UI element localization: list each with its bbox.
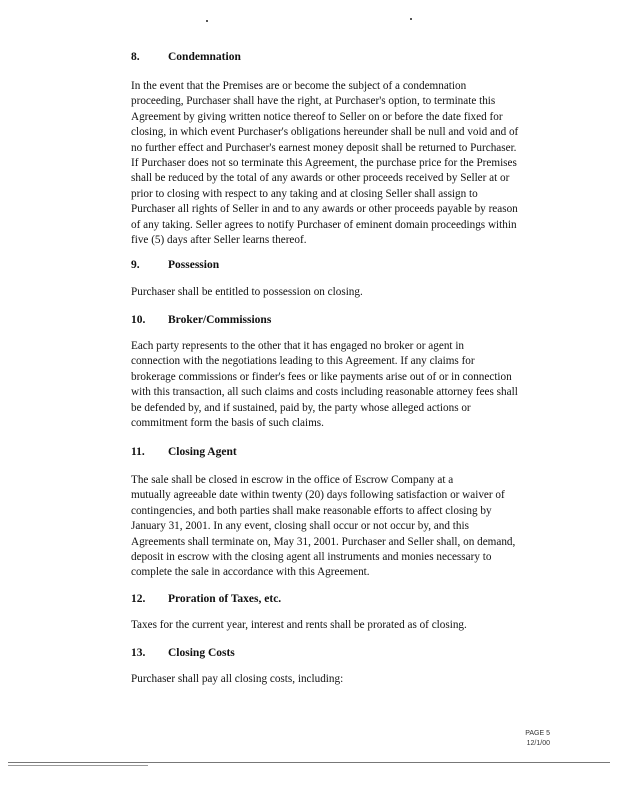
revision-date: 12/1/00 (526, 740, 550, 747)
paragraph-line: Agreement by giving written notice thereof to Seller on or before the date fixed for (131, 110, 503, 123)
paragraph-line: deposit in escrow with the closing agent all instruments and monies necessary to (131, 551, 492, 564)
paragraph-line: brokerage commissions or finder's fees or like payments arise out of or in connection (131, 370, 512, 383)
section-paragraph: Purchaser shall be entitled to possession on closing. (131, 286, 363, 298)
section-number: 11. (131, 446, 145, 458)
section-paragraph: Purchaser shall pay all closing costs, including: (131, 673, 344, 685)
section-title: Broker/Commissions (168, 314, 272, 326)
section-title: Proration of Taxes, etc. (168, 593, 282, 605)
paragraph-line: connection with the negotiations leading to this Agreement. If any claims for (131, 355, 475, 368)
bottom-rule (8, 762, 610, 763)
paragraph-line: Agreements shall terminate on, May 31, 2001. Purchaser and Seller shall, on demand, (131, 535, 516, 548)
section-number: 8. (131, 51, 140, 63)
paragraph-line: complete the sale in accordance with this Agreement. (131, 566, 370, 579)
bottom-rule-short (8, 765, 148, 766)
paragraph-line: Each party represents to the other that it has engaged no broker or agent in (131, 340, 465, 352)
paragraph-line: mutually agreeable date within twenty (20) days following satisfaction or waiver of (131, 489, 505, 502)
paragraph-line: prior to closing with respect to any taking and at closing Seller shall assign to (131, 187, 478, 200)
section-title: Possession (168, 259, 220, 271)
paragraph-line: If Purchaser does not so terminate this Agreement, the purchase price for the Premises (131, 157, 517, 170)
section-number: 13. (131, 647, 146, 659)
scan-speck (206, 20, 208, 22)
paragraph-line: closing, in which event Purchaser's obligations hereunder shall be null and void and of (131, 126, 519, 139)
paragraph-line: shall be reduced by the total of any awards or other proceeds received by Seller at or (131, 172, 510, 185)
scan-speck (410, 18, 412, 20)
section-paragraph (131, 339, 531, 431)
section-title: Closing Costs (168, 647, 235, 659)
section-paragraph (131, 473, 531, 581)
paragraph-line: be defended by, and if sustained, paid by, the party whose alleged actions or (131, 401, 471, 414)
section-title: Condemnation (168, 51, 241, 63)
paragraph-line: of any taking. Seller agrees to notify Purchaser of eminent domain proceedings within (131, 218, 517, 231)
section-number: 9. (131, 259, 140, 271)
section-number: 10. (131, 314, 146, 326)
page-footer (525, 729, 550, 749)
section-paragraph: Taxes for the current year, interest and rents shall be prorated as of closing. (131, 619, 467, 631)
section-paragraph (131, 79, 531, 248)
page-number: PAGE 5 (525, 730, 550, 737)
paragraph-line: proceeding, Purchaser shall have the right, at Purchaser's option, to terminate this (131, 95, 496, 108)
section-number: 12. (131, 593, 146, 605)
paragraph-line: five (5) days after Seller learns thereof. (131, 234, 307, 247)
paragraph-line: no further effect and Purchaser's earnest money deposit shall be returned to Purchaser. (131, 141, 517, 154)
paragraph-line: January 31, 2001. In any event, closing shall occur or not occur by, and this (131, 520, 469, 533)
paragraph-line: The sale shall be closed in escrow in the office of Escrow Company at a (131, 474, 454, 486)
paragraph-line: with this transaction, all such claims and costs including reasonable attorney fees shall (131, 386, 518, 399)
paragraph-line: contingencies, and both parties shall make reasonable efforts to affect closing by (131, 504, 492, 517)
paragraph-line: In the event that the Premises are or become the subject of a condemnation (131, 80, 467, 92)
section-title: Closing Agent (168, 446, 237, 458)
paragraph-line: Purchaser all rights of Seller in and to any awards or other proceeds payable by reason (131, 203, 518, 216)
paragraph-line: commitment form the basis of such claims. (131, 417, 324, 430)
